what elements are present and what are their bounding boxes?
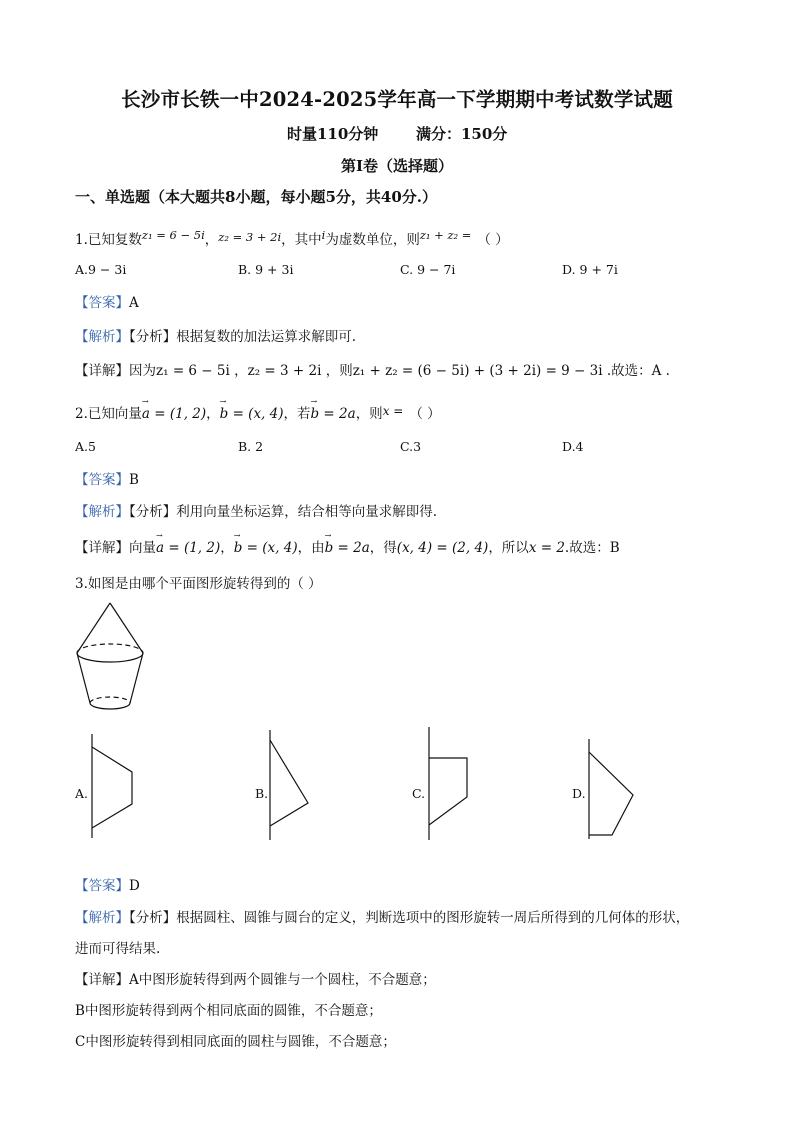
q3-option-a-label: A. <box>75 786 89 801</box>
q2-vector-b: → b = (x, 4) <box>220 406 284 422</box>
q3-option-d-figure <box>585 737 640 842</box>
q3-analysis-line-1: 【解析】【分析】根据圆柱、圆锥与圆台的定义，判断选项中的图形旋转一周后所得到的几何体的形状， <box>75 910 690 926</box>
bottom-ellipse-back <box>90 697 130 703</box>
q1-z2: z₂ = 3 + 2i <box>218 230 282 244</box>
frustum-edge-right <box>130 653 143 703</box>
shape-outline <box>429 758 467 825</box>
q2-option-d: D.4 <box>562 439 584 454</box>
q1-analysis: 【解析】【分析】根据复数的加法运算求解即可. <box>75 329 357 345</box>
q2-answer: 【答案】B <box>75 472 139 488</box>
q3-option-a-figure <box>88 732 138 842</box>
exam-score: 满分：150分 <box>416 125 508 143</box>
q1-answer: 【答案】A <box>75 295 139 311</box>
q1-z1: z₁ = 6 − 5i <box>141 228 205 242</box>
q1-option-a: A.9 − 3i <box>75 262 127 277</box>
q3-option-c-figure <box>425 725 475 843</box>
q1-expr: z₁ + z₂ = <box>419 228 472 242</box>
q3-detail-b: B中图形旋转得到两个相同底面的圆锥，不合题意； <box>75 1003 382 1019</box>
question-1-stem: 1.已知复数z₁ = 6 − 5i，z₂ = 3 + 2i，其中i为虚数单位，则z₁ + z₂ = （ ） <box>75 228 509 248</box>
exam-time: 时量110分钟 <box>287 125 379 143</box>
q2-analysis: 【解析】【分析】利用向量坐标运算，结合相等向量求解即得. <box>75 504 438 520</box>
shape-outline <box>270 740 308 826</box>
middle-ellipse-front <box>77 653 143 662</box>
q2-condition: → b = 2a <box>311 406 356 422</box>
question-2-stem: 2.已知向量→ a = (1, 2)，→ b = (x, 4)，若→ b = 2a，则x = （ ） <box>75 402 441 422</box>
q2-vector-a: → a = (1, 2) <box>142 406 206 422</box>
q3-option-d-label: D. <box>572 786 586 801</box>
q2-option-c: C.3 <box>400 439 422 454</box>
shape-outline <box>92 747 132 828</box>
q1-option-b: B. 9 + 3i <box>238 262 294 277</box>
middle-ellipse-back <box>77 644 143 653</box>
q2-detail: 【详解】向量→ a = (1, 2)，→ b = (x, 4)，由→ b = 2a，得(x, 4) = (2, 4)，所以x = 2.故选：B <box>75 536 620 556</box>
q2-option-b: B. 2 <box>238 439 264 454</box>
q3-option-c-label: C. <box>412 786 426 801</box>
q3-analysis-line-2: 进而可得结果. <box>75 941 161 957</box>
q3-answer: 【答案】D <box>75 878 140 894</box>
q3-option-b-label: B. <box>255 786 269 801</box>
q1-detail: 【详解】因为z₁ = 6 − 5i ，z₂ = 3 + 2i ，则z₁ + z₂ = (6 − 5i) + (3 + 2i) = 9 − 3i .故选：A . <box>75 363 670 379</box>
q3-detail-c: C中图形旋转得到相同底面的圆柱与圆锥，不合题意； <box>75 1034 396 1050</box>
q3-option-b-figure <box>266 728 316 843</box>
q3-detail-a: 【详解】A中图形旋转得到两个圆锥与一个圆柱，不合题意； <box>75 972 436 988</box>
q1-option-c: C. 9 − 7i <box>400 262 456 277</box>
page-title: 长沙市长铁一中2024-2025学年高一下学期期中考试数学试题 <box>121 88 673 111</box>
solid-figure <box>70 595 160 720</box>
bottom-ellipse-front <box>90 703 130 709</box>
section-heading: 一、单选题（本大题共8小题，每小题5分，共40分.） <box>75 188 437 206</box>
frustum-edge-left <box>77 653 90 703</box>
q1-option-d: D. 9 + 7i <box>562 262 618 277</box>
question-3-stem: 3.如图是由哪个平面图形旋转得到的（ ） <box>75 576 322 592</box>
volume-label: 第I卷（选择题） <box>340 157 454 175</box>
q2-option-a: A.5 <box>75 439 96 454</box>
shape-outline <box>589 752 633 835</box>
